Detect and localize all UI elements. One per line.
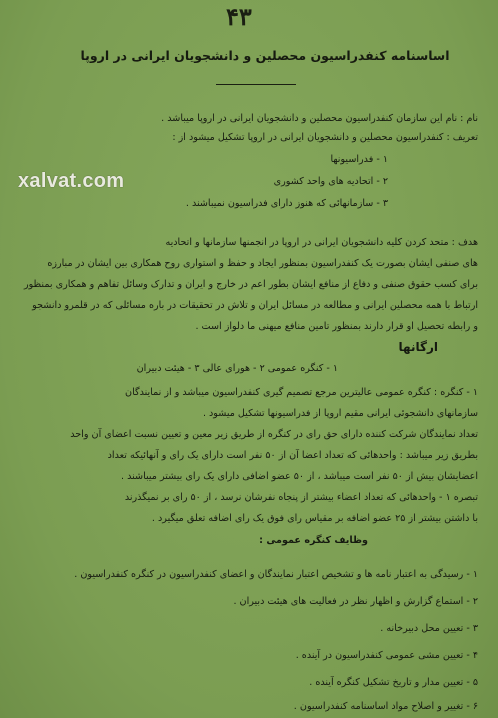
text-line: ۱ - کنگره عمومی ۲ - هورای عالی ۳ - هیئت دبیران — [136, 363, 338, 374]
list-item: ۴ - تعیین مشی عمومی کنفدراسیون در آینده . — [295, 650, 478, 661]
text-line: ارتباط با همه محصلین ایرانی و مطالعه در مسائل ایران و تلاش در تحقیقات در باره مسائلی که در قلمرو دانشجو — [32, 300, 478, 311]
text-line: نام : نام این سازمان کنفدراسیون محصلین و دانشجویان ایرانی در اروپا میباشد . — [161, 113, 478, 124]
page-number: ۴۳ — [226, 2, 252, 31]
text-line: تبصره ۱ - واحدهائی که تعداد اعضاء بیشتر از پنجاه نفرشان نرسد ، از ۵۰ رای بر نمیگذرند — [124, 492, 478, 503]
text-line: با داشتن بیشتر از ۲۵ عضو اضافه بر مقیاس رای فوق یک رای اضافه تعلق میگیرد . — [151, 513, 478, 524]
text-line: تعداد نمایندگان شرکت کننده دارای حق رای در کنگره از طریق زیر معین و تعیین نسبت اعضای آن واحد — [70, 429, 478, 440]
list-item: ۲ - استماع گزارش و اظهار نظر در فعالیت های هیئت دبیران . — [233, 596, 478, 607]
text-line: هدف : متحد کردن کلیه دانشجویان ایرانی در اروپا در انجمنها سازمانها و اتحادیه — [165, 237, 478, 248]
text-line: ۳ - سازمانهائی که هنوز دارای فدراسیون نمیباشند . — [185, 198, 388, 209]
watermark-text: xalvat.com — [18, 170, 125, 192]
text-line: برای کسب حقوق صنفی و دفاع از منافع ایشان بطور اعم در خارج و ایران و تدارک وسائل تفاهم و همکاری بمنظور — [23, 279, 478, 290]
title-underline — [216, 84, 296, 85]
text-line: های صنفی ایشان بصورت یک کنفدراسیون بمنظور ایجاد و حفظ و استواری روح همکاری بین ایشان در مبارزه — [47, 258, 478, 269]
text-line: تعریف : کنفدراسیون محصلین و دانشجویان ایرانی در اروپا تشکیل میشود از : — [172, 132, 478, 143]
text-line: ۱ - کنگره : کنگره عمومی عالیترین مرجع تصمیم گیری کنفدراسیون میباشد و از نمایندگان — [125, 387, 478, 398]
section-subheading: وظایف کنگره عمومی : — [259, 535, 368, 546]
list-item: ۶ - تغییر و اصلاح مواد اساسنامه کنفدراسیون . — [293, 701, 478, 712]
list-item: ۵ - تعیین مدار و تاریخ تشکیل کنگره آینده . — [309, 677, 478, 688]
list-item: ۱ - رسیدگی به اعتبار نامه ها و تشخیص اعتبار نمایندگان و اعضای کنفدراسیون در کنگره کنفدراسیون . — [74, 569, 478, 580]
text-line: اعضایشان بیش از ۵۰ نفر است میباشد ، از ۵۰ عضو اضافی دارای یک رای بیشتر میباشند . — [121, 471, 478, 482]
text-line: سازمانهای دانشجوئی ایرانی مقیم اروپا از فدراسیونها تشکیل میشود . — [202, 408, 478, 419]
section-heading: ارگانها — [398, 340, 438, 354]
list-item: ۳ - تعیین محل دبیرخانه . — [380, 623, 478, 634]
text-line: ۱ - فدراسیونها — [330, 154, 388, 165]
text-line: و رابطه تحصیل او قرار دارند بمنظور تامین منافع میهنی ما دلواز است . — [195, 321, 478, 332]
document-title: اساسنامه کنفدراسیون محصلین و دانشجویان ایرانی در اروپا — [80, 48, 450, 63]
text-line: بطریق زیر میباشد : واحدهائی که تعداد اعضا آن از ۵۰ نفر است دارای یک رای و آنهائیکه تعداد — [107, 450, 478, 461]
text-line: ۲ - اتحادیه های واحد کشوری — [273, 176, 388, 187]
